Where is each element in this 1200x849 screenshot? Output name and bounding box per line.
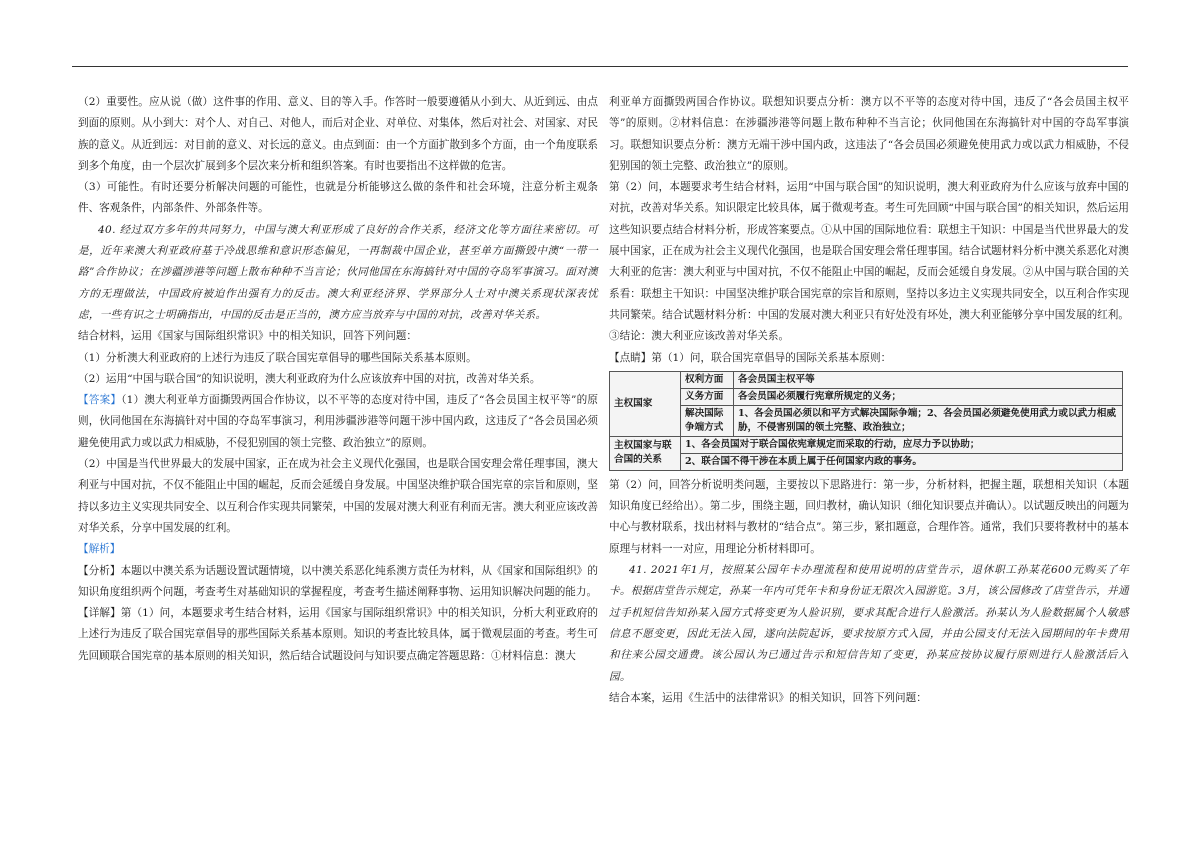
analysis-tag: 【解析】 <box>78 543 121 556</box>
table-cell-relation-2: 2、联合国不得干涉在本质上属于任何国家内政的事务。 <box>681 453 1123 470</box>
explanation-method: 第（2）问，回答分析说明类问题，主要按以下思路进行：第一步，分析材料，把握主题，联想相关知识（本题知识角度已经给出）。第二步，围绕主题，回归教材，确认知识（细化知识要点并确认）。以试题反映出的问题为中心与教材联系，找出材料与教材的“结合点”。第三步，紧扣题意，合理作答。通常，我们只要将教材中的基本原理与材料一一对应，用理论分析材料即可。 <box>609 478 1129 555</box>
analysis-paragraph: 【分析】本题以中澳关系为话题设置试题情境，以中澳关系恶化纯系澳方责任为材料，从《国家和国际组织》的知识角度组织两个问题，考查考生对基础知识的掌握程度，考查考生描述阐释事物、运用知识解决问题的能力。 <box>78 564 598 598</box>
table-category-relation: 主权国家与联合国的关系 <box>610 436 681 470</box>
table-cell-duties: 各会员国必须履行宪章所规定的义务； <box>734 388 1123 405</box>
answer-2: （2）中国是当代世界最大的发展中国家，正在成为社会主义现代化强国，也是联合国安理会常任理事国，澳大利亚与中国对抗，不仅不能阻止中国的崛起，反而会延缓自身发展。中国坚决维护联合国宪章的宗旨和原则，坚持以多边主义实现共同安全、以互利合作实现共同繁荣，中国的发展对澳大利亚有利而无害。澳大利亚应该改善对华关系，分享中国发展的红利。 <box>78 458 598 534</box>
paragraph-possibility: （3）可能性。有时还要分析解决问题的可能性，也就是分析能够这么做的条件和社会环境，注意分析主观条件、客观条件，内部条件、外部条件等。 <box>78 181 598 215</box>
table-cell-rights: 各会员国主权平等 <box>734 371 1123 388</box>
question-41-material: 41. 2021年1月，按照某公园年卡办理流程和使用说明的店堂告示，退休职工孙某花600元购买了年卡。根据店堂告示规定，孙某一年内可凭年卡和身份证无限次入园游览。3月，该公园修改了店堂告示，并通过手机短信告知孙某入园方式将变更为人脸识别，要求其配合进行人脸激活。孙某认为人脸数据属个人敏感信息不愿变更，因此无法入园，遂向法院起诉，要求按原方式入园，并由公园支付无法入园期间的年卡费用和往来公园交通费。该公园认为已通过告示和短信告知了变更，孙某应按协议履行原则进行人脸激活后入园。 <box>609 564 1129 683</box>
right-column <box>609 92 1129 709</box>
header-rule <box>72 66 1128 67</box>
paragraph-importance: （2）重要性。应从说（做）这件事的作用、意义、目的等入手。作答时一般要遵循从小到大、从近到远、由点到面的原则。从小到大：对个人、对自己、对他人，而后对企业、对单位、对集体，然后对社会、对国家、对民族的意义。从近到远：对目前的意义、对长远的意义。由点到面：由一个方面扩散到多个方面，由一个角度联系到多个角度，由一个层次扩展到多个层次来分析和组织答案。有时也要指出不这样做的危害。 <box>78 96 598 172</box>
question-40-sub1: （1）分析澳大利亚政府的上述行为违反了联合国宪章倡导的哪些国际关系基本原则。 <box>78 351 477 364</box>
table-sub-rights: 权利方面 <box>681 371 734 388</box>
detailed-explanation: 【详解】第（1）问，本题要求考生结合材料，运用《国家与国际组织常识》中的相关知识，分析大利亚政府的上述行为违反了联合国宪章倡导的那些国际关系基本原则。知识的考查比较具体，属于微观层面的考查。考生可先回顾联合国宪章的基本原则的相关知识，然后结合试题设问与知识要点确定答题思路：①材料信息：澳大 <box>78 607 598 662</box>
answer-tag: 【答案】 <box>78 394 122 407</box>
table-sub-duties: 义务方面 <box>681 388 734 405</box>
table-category-sovereign: 主权国家 <box>610 371 681 436</box>
principles-table <box>609 371 1123 471</box>
left-column <box>78 92 598 667</box>
table-sub-disputes: 解决国际争端方式 <box>681 405 734 436</box>
question-41-prompt: 结合本案，运用《生活中的法律常识》的相关知识，回答下列问题： <box>609 691 927 704</box>
question-40-prompt: 结合材料，运用《国家与国际组织常识》中的相关知识，回答下列问题： <box>78 330 417 343</box>
answer-1 <box>78 390 598 454</box>
question-40-material: 40. 经过双方多年的共同努力，中国与澳大利亚形成了良好的合作关系，经济文化等方面往来密切。可是，近年来澳大利亚政府基于冷战思维和意识形态偏见，一再制裁中国企业，甚至单方面撕毁中澳“一带一路”合作协议；在涉疆涉港等问题上散布种种不当言论；伙同他国在东海搞针对中国的夺岛军事演习。面对澳方的无理做法，中国政府被迫作出强有力的反击。澳大利亚经济界、学界部分人士对中澳关系现状深表忧虑，一些有识之士明确指出，中国的反击是正当的，澳方应当放弃与中国的对抗，改善对华关系。 <box>78 223 598 321</box>
question-40-sub2: （2）运用“中国与联合国”的知识说明，澳大利亚政府为什么应该放弃中国的对抗，改善对华关系。 <box>78 372 541 385</box>
answer-1-text: （1）澳大利亚单方面撕毁两国合作协议，以不平等的态度对待中国，违反了“各会员国主权平等”的原则，伙同他国在东海搞针对中国的夺岛军事演习，利用涉疆涉港等问题干涉中国内政，这违反了“各会员国必须避免使用武力或以武力相威胁，不侵犯别国的领土完整、政治独立”的原则。 <box>78 394 598 449</box>
table-cell-relation-1: 1、各会员国对于联合国依宪章规定而采取的行动，应尽力予以协助； <box>681 436 1123 453</box>
key-point-heading: 【点睛】第（1）问，联合国宪章倡导的国际关系基本原则： <box>609 351 892 364</box>
table-cell-disputes: 1、各会员国必须以和平方式解决国际争端；2、各会员国必须避免使用武力或以武力相威胁，不侵害别国的领土完整、政治独立； <box>734 405 1123 436</box>
explanation-part-2: 第（2）问，本题要求考生结合材料，运用“中国与联合国”的知识说明，澳大利亚政府为什么应该与放弃中国的对抗，改善对华关系。知识限定比较具体，属于微观考查。考生可先回顾“中国与联合国”的相关知识，然后运用这些知识要点结合材料分析，形成答案要点。①从中国的国际地位看：联想主干知识：中国是当代世界最大的发展中国家，正在成为社会主义现代化强国，也是联合国安理会常任理事国。结合试题材料分析中澳关系恶化对澳大利亚的危害：澳大利亚与中国对抗，不仅不能阻止中国的崛起，反而会延缓自身发展。②从中国与联合国的关系看：联想主干知识：中国坚决维护联合国宪章的宗旨和原则，坚持以多边主义实现共同安全，以互利合作实现共同繁荣。结合试题材料分析：中国的发展对澳大利亚只有好处没有坏处，澳大利亚能够分享中国发展的红利。③结论：澳大利亚应该改善对华关系。 <box>609 181 1129 343</box>
explanation-continued: 利亚单方面撕毁两国合作协议。联想知识要点分析：澳方以不平等的态度对待中国，违反了“各会员国主权平等”的原则。②材料信息：在涉疆涉港等问题上散布种种不当言论；伙同他国在东海搞针对中国的夺岛军事演习。联想知识要点分析：澳方无端干涉中国内政，这违法了“各会员国必须避免使用武力或以武力相威胁，不侵犯别国的领土完整、政治独立”的原则。 <box>609 96 1129 172</box>
